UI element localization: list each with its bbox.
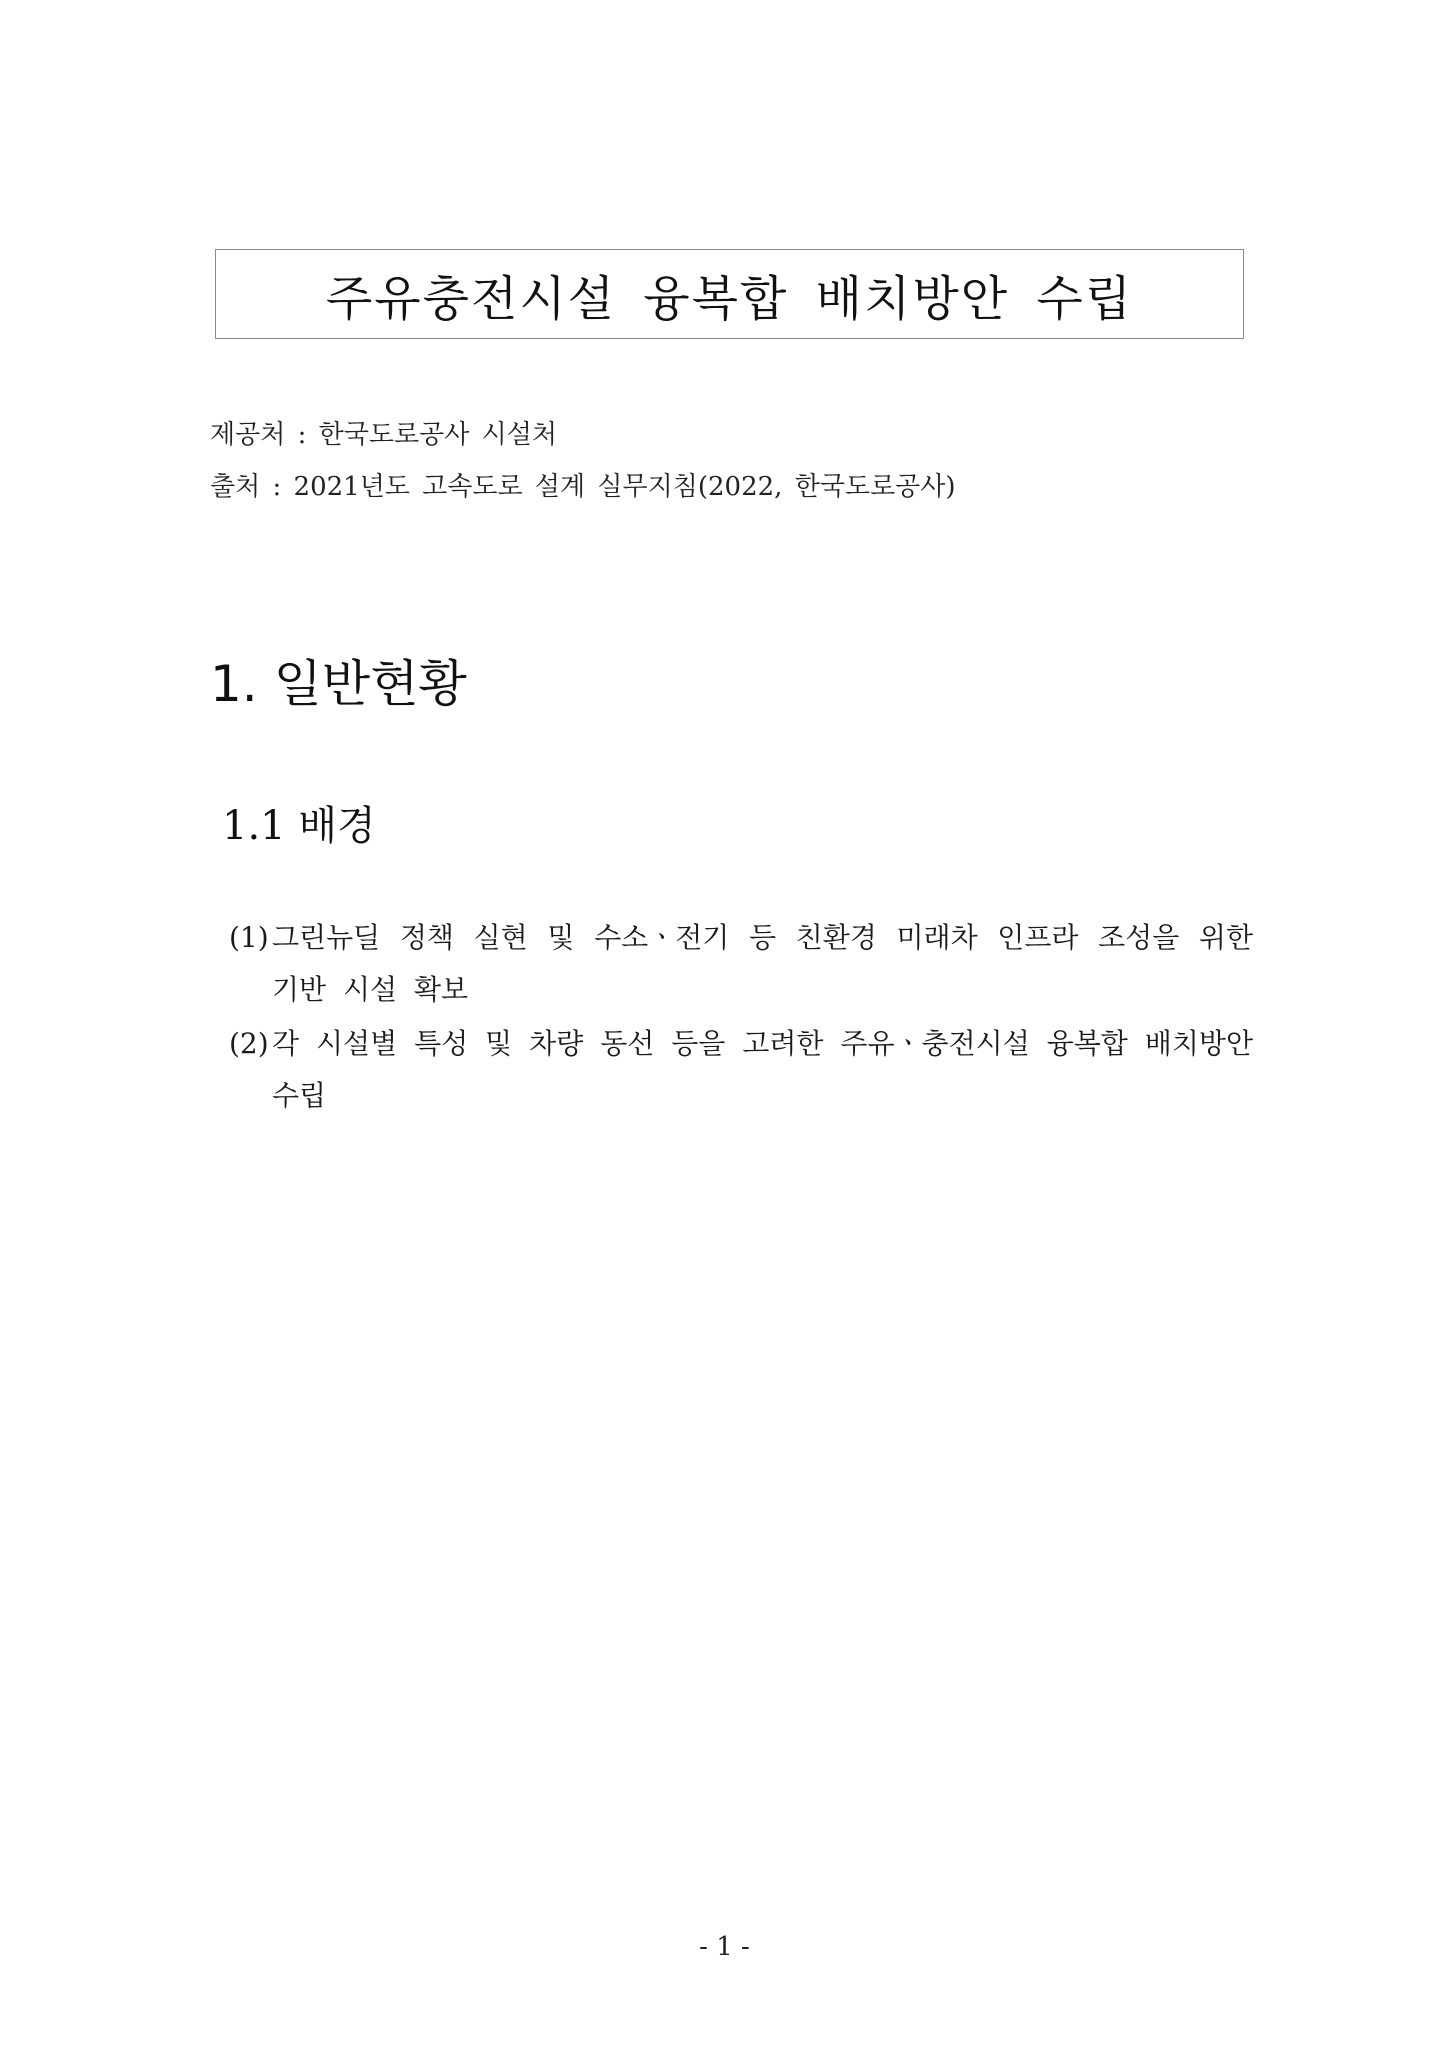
background-list <box>229 912 1253 1124</box>
document-title: 주유충전시설 융복합 배치방안 수립 <box>325 270 1134 327</box>
list-item <box>229 1018 1253 1122</box>
section-heading: 1. 일반현황 <box>210 655 467 713</box>
provider-line: 제공처 : 한국도로공사 시설처 <box>210 420 557 450</box>
list-item-text: 그린뉴딜 정책 실현 및 수소ㆍ전기 등 친환경 미래차 인프라 조성을 위한 기반 시설 확보 <box>272 921 1253 1006</box>
list-item <box>229 912 1253 1016</box>
source-line: 출처 : 2021년도 고속도로 설계 실무지침(2022, 한국도로공사) <box>210 472 956 502</box>
list-item-number: (1) <box>229 921 269 954</box>
list-item-text: 각 시설별 특성 및 차량 동선 등을 고려한 주유ㆍ충전시설 융복합 배치방안 수립 <box>272 1027 1253 1112</box>
title-box <box>215 249 1244 339</box>
subsection-heading: 1.1 배경 <box>222 803 376 849</box>
page-number: - 1 - <box>699 1932 750 1962</box>
list-item-number: (2) <box>229 1027 269 1060</box>
